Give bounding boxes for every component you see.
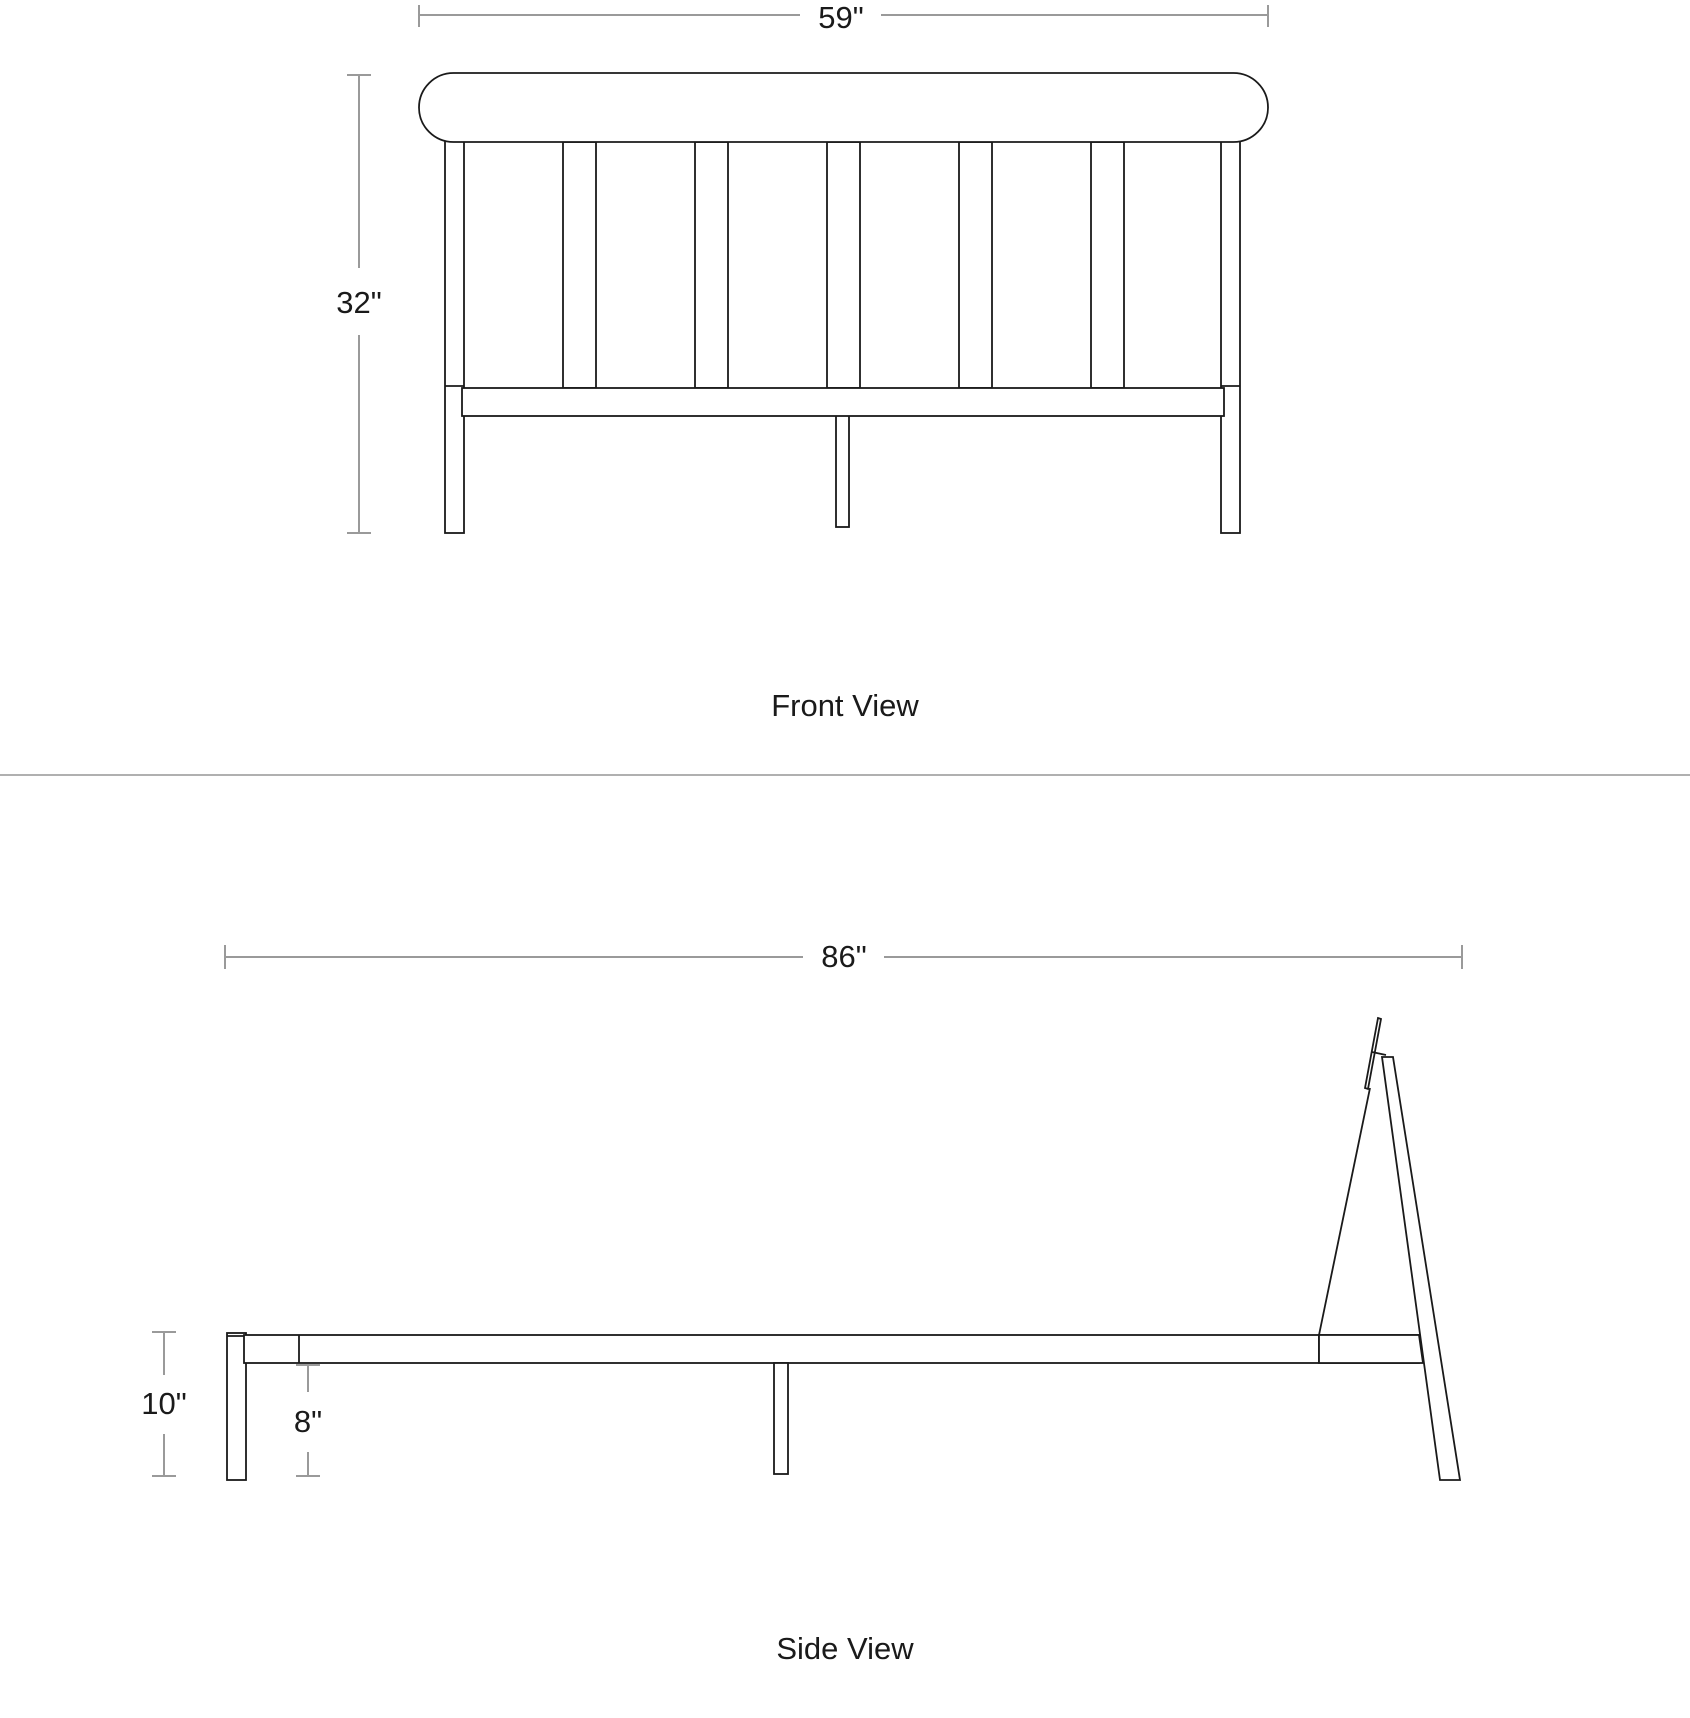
side-clearance-label: 8" <box>293 1404 323 1439</box>
side-center-leg <box>774 1363 788 1474</box>
headboard-slat <box>1091 142 1124 388</box>
bed-rail <box>462 388 1224 416</box>
left-post <box>445 140 464 533</box>
headboard-slat <box>959 142 992 388</box>
headboard-slat <box>695 142 728 388</box>
side-length-dimension <box>225 939 1462 974</box>
side-length-label: 86" <box>821 939 867 974</box>
rail-head-extension <box>1319 1335 1423 1363</box>
headboard-front-drawing <box>419 73 1268 533</box>
front-height-dimension <box>336 75 382 533</box>
center-leg <box>836 415 849 527</box>
headboard-leg <box>1382 1057 1460 1480</box>
side-view-title: Side View <box>776 1631 914 1666</box>
side-rail <box>244 1335 1419 1363</box>
side-clearance-dimension <box>294 1365 322 1476</box>
front-width-label: 59" <box>818 0 864 35</box>
front-view-title: Front View <box>771 688 919 723</box>
front-width-dimension <box>419 0 1268 35</box>
front-view <box>336 0 1268 723</box>
side-view <box>141 939 1462 1666</box>
headboard-slat <box>827 142 860 388</box>
right-post <box>1221 140 1240 533</box>
front-height-label: 32" <box>336 285 382 320</box>
headboard-slat <box>563 142 596 388</box>
headboard-bolster <box>419 73 1268 142</box>
side-height-dimension <box>141 1332 187 1476</box>
bed-side-drawing <box>227 1018 1460 1480</box>
headboard-panel <box>1319 1088 1370 1335</box>
side-height-label: 10" <box>141 1386 187 1421</box>
